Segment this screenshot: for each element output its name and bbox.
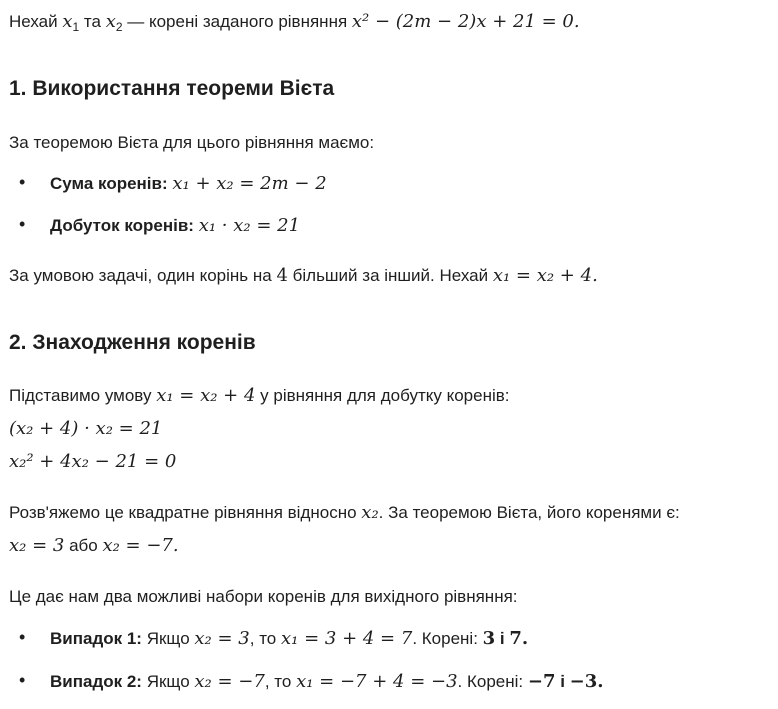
condition-number: 4 (276, 265, 288, 286)
substitute-expression: x₁ = x₂ + 4 (156, 385, 256, 406)
substitute-text-1: Підставимо умову (9, 386, 157, 405)
intro-var-x2: x (105, 11, 116, 32)
case1-root-2: 7. (509, 628, 529, 649)
case2-root-1: −7 (527, 671, 556, 692)
bullet-marker: • (19, 172, 26, 192)
intro-sub-1: 1 (72, 20, 80, 34)
substitute-text-2: у рівняння для добутку коренів: (255, 386, 510, 405)
section1-title: 1. Використання теореми Вієта (9, 77, 335, 100)
intro-text-1: Нехай (9, 12, 63, 31)
condition-expression: x₁ = x₂ + 4. (492, 265, 598, 286)
sum-expression: x₁ + x₂ = 2m − 2 (172, 173, 327, 194)
case2-expr-1: x₂ = −7 (194, 671, 265, 692)
case2-expr-2: x₁ = −7 + 4 = −3 (296, 671, 458, 692)
intro-text-2: та (79, 12, 106, 31)
intro-line (9, 10, 580, 39)
product-item (50, 214, 300, 238)
case1-and: і (495, 629, 510, 648)
section2-title: 2. Знаходження коренів (9, 331, 256, 354)
solve-variable: x₂ (361, 502, 379, 523)
case2-item (50, 670, 604, 694)
condition-text-2: більший за інший. Нехай (287, 266, 493, 285)
root-a: x₂ = 3 (9, 535, 65, 556)
case2-text-2: , то (264, 672, 297, 691)
condition-line (9, 264, 598, 288)
equation-2: x₂² + 4x₂ − 21 = 0 (9, 451, 177, 472)
case2-root-2: −3. (569, 671, 604, 692)
intro-text-3: — корені заданого рівняння (122, 12, 352, 31)
case1-text-3: . Корені: (412, 629, 483, 648)
case2-label: Випадок 2: (50, 672, 142, 691)
case1-text-1: Якщо (141, 629, 195, 648)
condition-text-1: За умовою задачі, один корінь на (9, 266, 277, 285)
intro-sub-2: 2 (115, 20, 123, 34)
solve-text-1: Розв'яжемо це квадратне рівняння відносно (9, 503, 362, 522)
case2-text-3: . Корені: (457, 672, 528, 691)
solve-text-2: . За теоремою Вієта, його коренями є: (378, 503, 680, 522)
case1-expr-2: x₁ = 3 + 4 = 7 (281, 628, 413, 649)
case2-text-1: Якщо (141, 672, 195, 691)
case1-expr-1: x₂ = 3 (194, 628, 250, 649)
bullet-marker: • (19, 214, 26, 234)
case1-item (50, 627, 528, 651)
solve-line (9, 501, 680, 525)
section1-lead: За теоремою Вієта для цього рівняння маємо: (9, 133, 375, 152)
case1-text-2: , то (249, 629, 281, 648)
sum-item (50, 172, 327, 196)
case2-and: і (555, 672, 570, 691)
product-label: Добуток коренів: (50, 216, 194, 235)
substitute-line (9, 384, 510, 408)
product-expression: x₁ · x₂ = 21 (198, 215, 301, 236)
case1-label: Випадок 1: (50, 629, 142, 648)
bullet-marker: • (19, 670, 26, 690)
intro-var-x1: x (62, 11, 73, 32)
case1-root-1: 3 (482, 628, 496, 649)
bullet-marker: • (19, 627, 26, 647)
roots-line (9, 534, 179, 558)
roots-or: або (64, 536, 103, 555)
intro-equation: x² − (2m − 2)x + 21 = 0. (351, 11, 580, 32)
sum-label: Сума коренів: (50, 174, 168, 193)
root-b: x₂ = −7. (102, 535, 179, 556)
equation-1: (x₂ + 4) · x₂ = 21 (9, 418, 163, 439)
sets-line: Це дає нам два можливі набори коренів для вихідного рівняння: (9, 587, 518, 606)
